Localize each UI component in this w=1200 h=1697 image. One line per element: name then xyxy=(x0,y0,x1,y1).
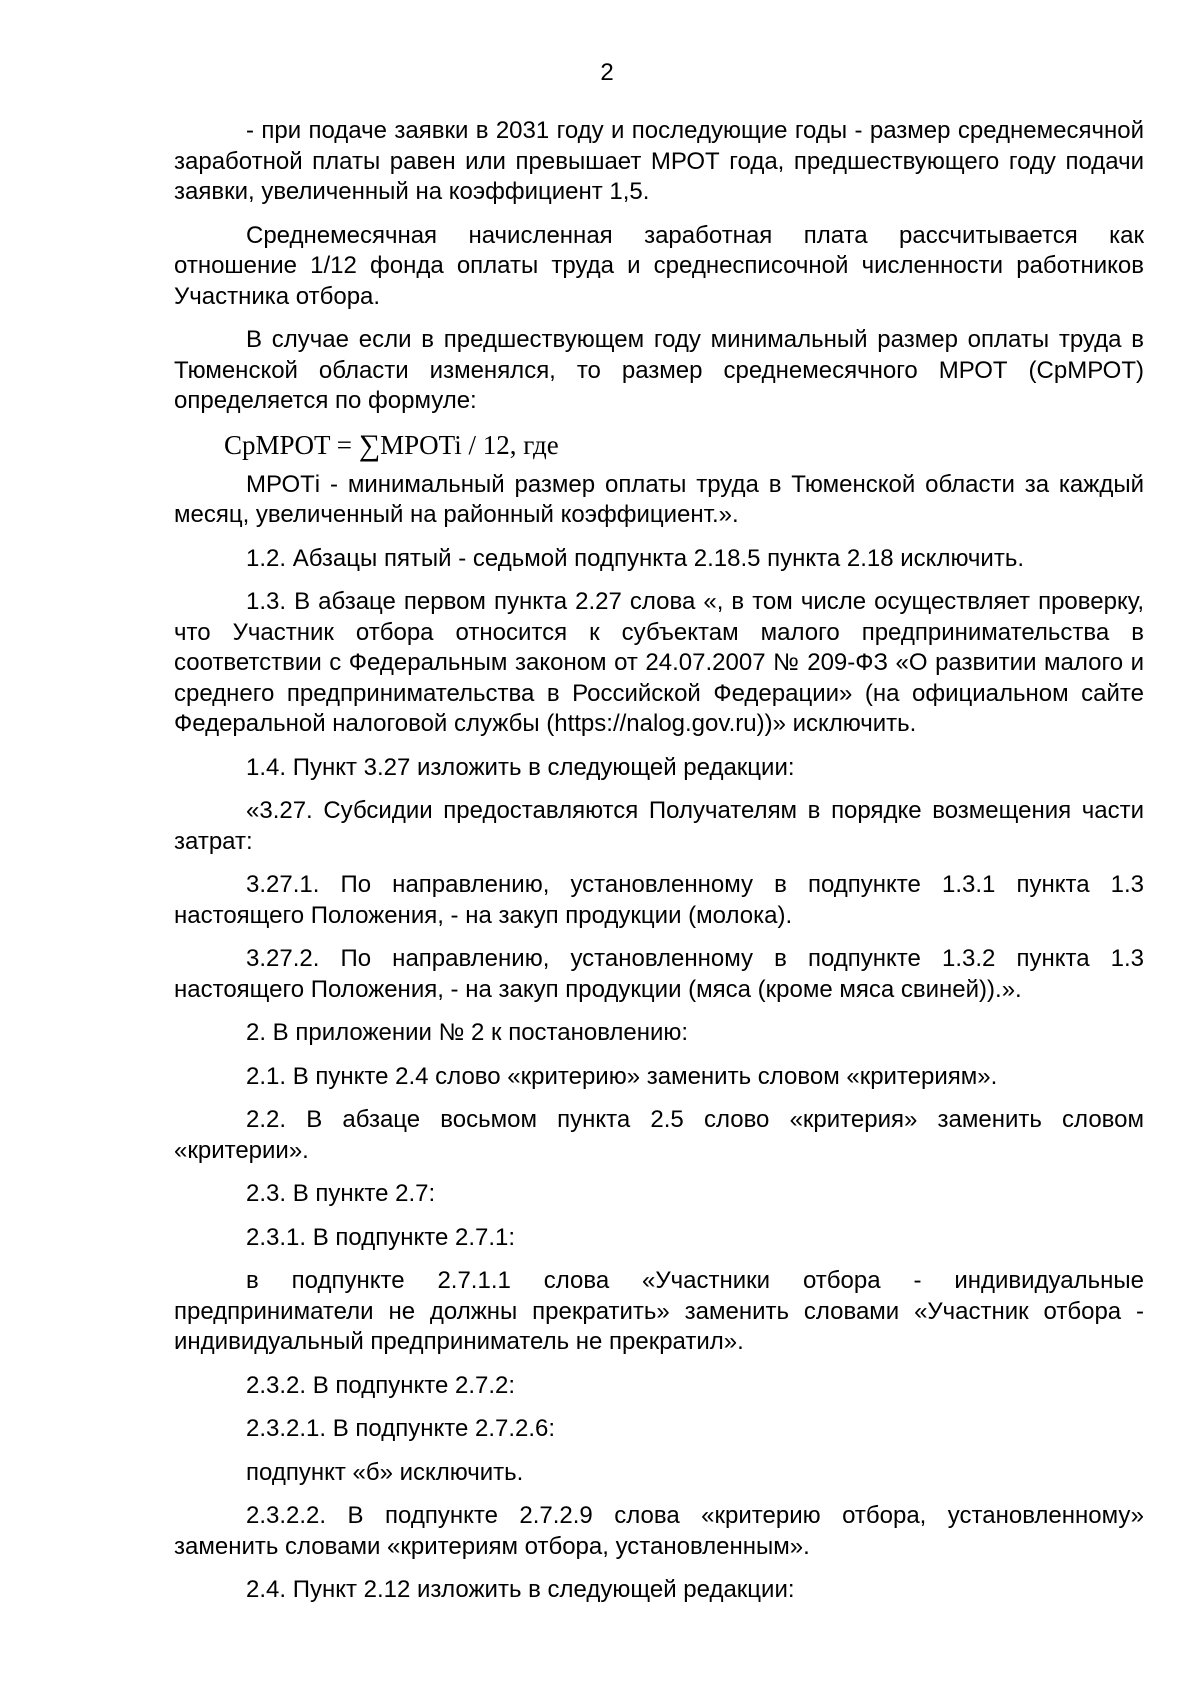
formula xyxy=(224,429,1144,462)
paragraph: 2.3.1. В подпункте 2.7.1: xyxy=(246,1223,516,1251)
paragraph: Среднемесячная начисленная заработная плата рассчитывается как отношение 1/12 фонда оплаты труда и среднесписочной численности работников Участника отбора. xyxy=(174,221,1144,310)
paragraph: 3.27.2. По направлению, установленному в подпункте 1.3.2 пункта 1.3 настоящего Положения, - на закуп продукции (мяса (кроме мяса свиней)).». xyxy=(174,945,1144,1003)
formula-suffix: где xyxy=(516,429,559,460)
paragraph: 1.3. В абзаце первом пункта 2.27 слова «, в том числе осуществляет проверку, что Участник отбора относится к субъектам малого предпринимательства в соответствии с Федеральным законом от 24.07.2007 № 209-ФЗ «О развитии малого и среднего предпринимательства в Российской Федерации» (на официальном сайте Федеральной налоговой службы (https://nalog.gov.ru))» исключить. xyxy=(174,588,1144,737)
sum-symbol: ∑ xyxy=(358,428,381,462)
paragraph: в подпункте 2.7.1.1 слова «Участники отбора - индивидуальные предприниматели не должны прекратить» заменить словами «Участник отбора - индивидуальный предприниматель не прекратил». xyxy=(174,1267,1144,1355)
paragraph: 2.2. В абзаце восьмом пункта 2.5 слово «критерия» заменить словом «критерии». xyxy=(174,1106,1144,1164)
paragraph: подпункт «б» исключить. xyxy=(246,1458,524,1486)
paragraph: 2.3. В пункте 2.7: xyxy=(246,1180,436,1207)
paragraph: «3.27. Субсидии предоставляются Получателям в порядке возмещения части затрат: xyxy=(174,797,1144,855)
paragraph: 2.3.2. В подпункте 2.7.2: xyxy=(246,1371,516,1399)
paragraph: 1.2. Абзацы пятый - седьмой подпункта 2.18.5 пункта 2.18 исключить. xyxy=(246,544,1024,572)
formula-lhs: CpMPOT = xyxy=(224,429,359,460)
paragraph: 2.1. В пункте 2.4 слово «критерию» заменить словом «критериям». xyxy=(246,1062,998,1090)
paragraph: 2.4. Пункт 2.12 изложить в следующей редакции: xyxy=(246,1576,795,1603)
formula-rhs: MPOTi / 12, xyxy=(380,429,517,460)
paragraph: - при подаче заявки в 2031 году и последующие годы - размер среднемесячной заработной платы равен или превышает МРОТ года, предшествующего году подачи заявки, увеличенный на коэффициент 1,5. xyxy=(174,117,1144,205)
page-number: 2 xyxy=(600,59,614,86)
paragraph: В случае если в предшествующем году минимальный размер оплаты труда в Тюменской области изменялся, то размер среднемесячного МРОТ (СрМРОТ) определяется по формуле: xyxy=(174,326,1144,414)
paragraph: 2. В приложении № 2 к постановлению: xyxy=(246,1019,689,1046)
paragraph: 1.4. Пункт 3.27 изложить в следующей редакции: xyxy=(246,753,795,781)
paragraph: МРОТi - минимальный размер оплаты труда в Тюменской области за каждый месяц, увеличенный на районный коэффициент.». xyxy=(174,470,1144,528)
paragraph: 3.27.1. По направлению, установленному в подпункте 1.3.1 пункта 1.3 настоящего Положения, - на закуп продукции (молока). xyxy=(174,871,1144,929)
paragraph: 2.3.2.1. В подпункте 2.7.2.6: xyxy=(246,1415,556,1442)
paragraph: 2.3.2.2. В подпункте 2.7.2.9 слова «критерию отбора, установленному» заменить словами «критериям отбора, установленным». xyxy=(174,1502,1144,1560)
document-body xyxy=(174,116,1144,1619)
